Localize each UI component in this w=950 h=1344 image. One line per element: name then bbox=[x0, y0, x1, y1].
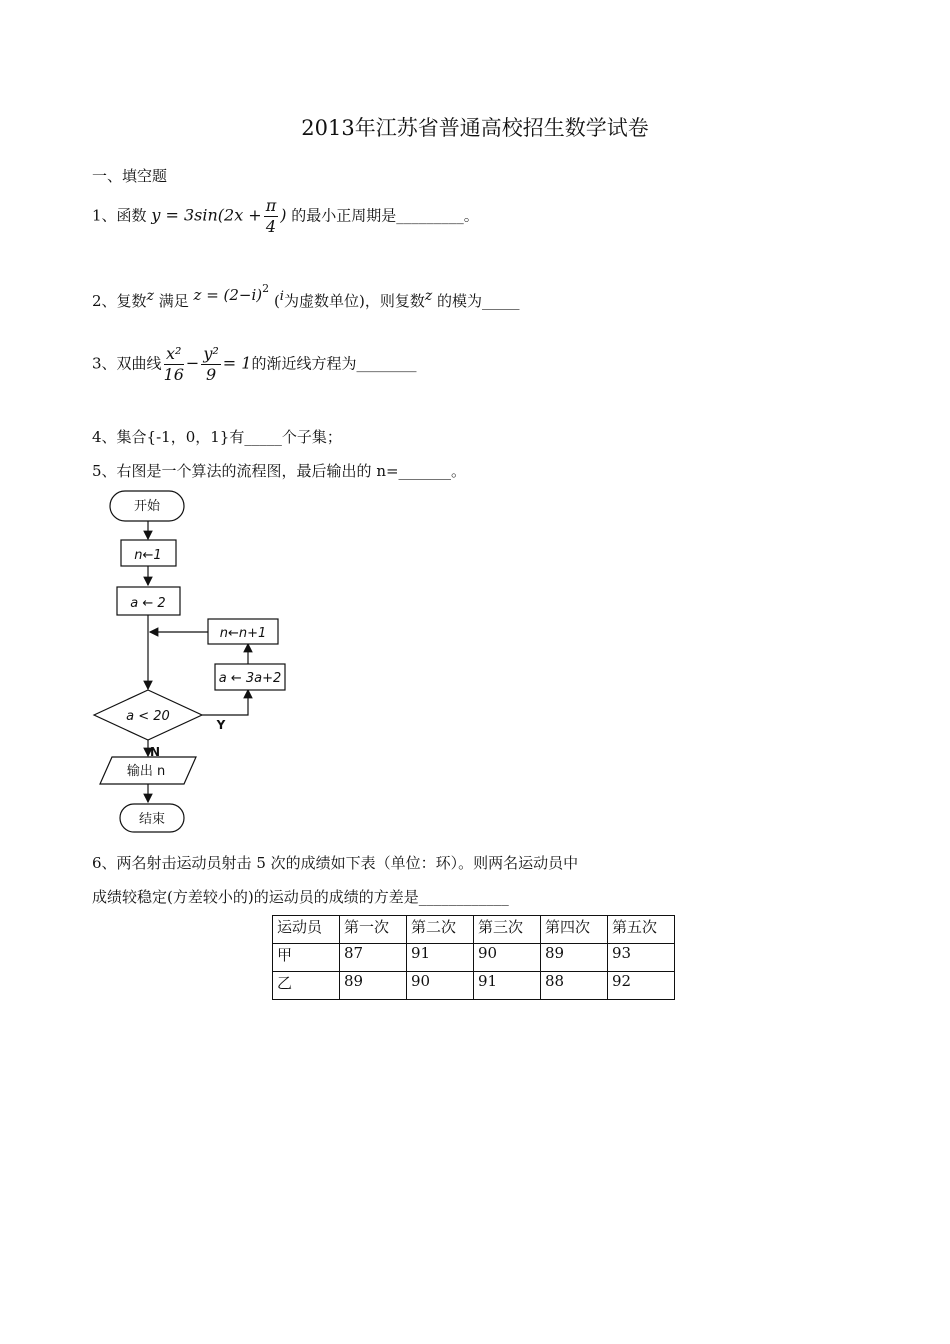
flow-init-a-label: a ← 2 bbox=[130, 596, 166, 611]
q3-equals: = 1 bbox=[222, 353, 252, 373]
table-cell: 89 bbox=[541, 944, 608, 972]
question-3 bbox=[92, 344, 416, 385]
q1-fraction bbox=[264, 196, 279, 237]
question-6-line-2: 成绩较稳定(方差较小的)的运动员的成绩的方差是____________ bbox=[92, 888, 509, 906]
flow-init-n-label: n←1 bbox=[134, 548, 162, 563]
flow-output-label: 输出 n bbox=[126, 764, 166, 779]
q3-f2-num: y² bbox=[203, 344, 219, 363]
table-row bbox=[273, 944, 675, 972]
q1-post: 的最小正周期是_________。 bbox=[291, 206, 479, 225]
table-header-row bbox=[273, 916, 675, 944]
table-cell: 90 bbox=[407, 972, 474, 1000]
table-cell: 90 bbox=[474, 944, 541, 972]
table-cell: 乙 bbox=[273, 972, 340, 1000]
page-title: 2013年江苏省普通高校招生数学试卷 bbox=[301, 116, 649, 140]
table-header-cell: 运动员 bbox=[273, 916, 340, 944]
flow-update-a-label: a ← 3a+2 bbox=[218, 671, 282, 686]
table-header-cell: 第四次 bbox=[541, 916, 608, 944]
flow-no-label: N bbox=[149, 745, 161, 759]
q2-var-i: i bbox=[279, 289, 284, 304]
table-cell: 91 bbox=[474, 972, 541, 1000]
q3-pre: 双曲线 bbox=[116, 354, 162, 373]
q2-power: 2 bbox=[262, 282, 270, 295]
question-4: 4、集合{-1，0，1}有_____个子集； bbox=[92, 428, 342, 446]
q1-pre: 函数 bbox=[116, 206, 147, 225]
q3-minus: − bbox=[185, 353, 200, 373]
question-1 bbox=[92, 196, 479, 237]
table-cell: 91 bbox=[407, 944, 474, 972]
q1-frac-num: π bbox=[265, 196, 277, 215]
table-cell: 89 bbox=[340, 972, 407, 1000]
table-cell: 87 bbox=[340, 944, 407, 972]
q3-f2-den: 9 bbox=[205, 365, 217, 384]
flow-end-label: 结束 bbox=[138, 812, 166, 827]
table-cell: 88 bbox=[541, 972, 608, 1000]
q2-var-z2: z bbox=[424, 288, 433, 304]
table-header-cell: 第二次 bbox=[407, 916, 474, 944]
flowchart bbox=[88, 484, 298, 840]
table-cell: 93 bbox=[608, 944, 675, 972]
q3-f1-num: x² bbox=[164, 344, 184, 365]
q2-formula: z = (2−i) bbox=[193, 286, 263, 304]
q1-frac-den: 4 bbox=[265, 217, 277, 236]
q1-formula-tail: ) bbox=[280, 205, 287, 225]
q3-number: 3、 bbox=[92, 354, 117, 373]
table-row bbox=[273, 972, 675, 1000]
section-heading: 一、填空题 bbox=[92, 167, 168, 185]
q2-number: 2、 bbox=[92, 292, 117, 310]
table-header-cell: 第五次 bbox=[608, 916, 675, 944]
q2-text-1: 复数 bbox=[116, 292, 147, 310]
q3-f1-den: 16 bbox=[163, 365, 184, 384]
q2-text-2: 满足 bbox=[158, 292, 189, 310]
q2-text-3: 为虚数单位)，则复数 bbox=[283, 292, 425, 310]
q1-formula-lead: y = 3sin(2x + bbox=[151, 205, 262, 225]
q2-var-z: z bbox=[146, 288, 154, 304]
q2-paren: ( bbox=[273, 292, 280, 310]
flow-condition-label: a < 20 bbox=[126, 709, 170, 724]
q1-number: 1、 bbox=[92, 206, 117, 225]
table-header-cell: 第三次 bbox=[474, 916, 541, 944]
q3-post: 的渐近线方程为________ bbox=[251, 354, 417, 373]
question-6-line-1: 6、两名射击运动员射击 5 次的成绩如下表（单位：环）。则两名运动员中 bbox=[92, 854, 579, 872]
q3-fraction-y bbox=[201, 344, 220, 385]
table-cell: 92 bbox=[608, 972, 675, 1000]
flow-update-n-label: n←n+1 bbox=[219, 626, 267, 641]
flow-start-label: 开始 bbox=[133, 499, 161, 514]
q3-fraction-x bbox=[164, 344, 184, 385]
table-header-cell: 第一次 bbox=[340, 916, 407, 944]
table-cell: 甲 bbox=[273, 944, 340, 972]
flow-yes-label: Y bbox=[216, 718, 226, 732]
question-2 bbox=[92, 282, 520, 311]
scores-table bbox=[272, 915, 675, 1000]
q2-text-4: 的模为_____ bbox=[437, 292, 520, 310]
question-5: 5、右图是一个算法的流程图，最后输出的 n=_______。 bbox=[92, 462, 467, 480]
